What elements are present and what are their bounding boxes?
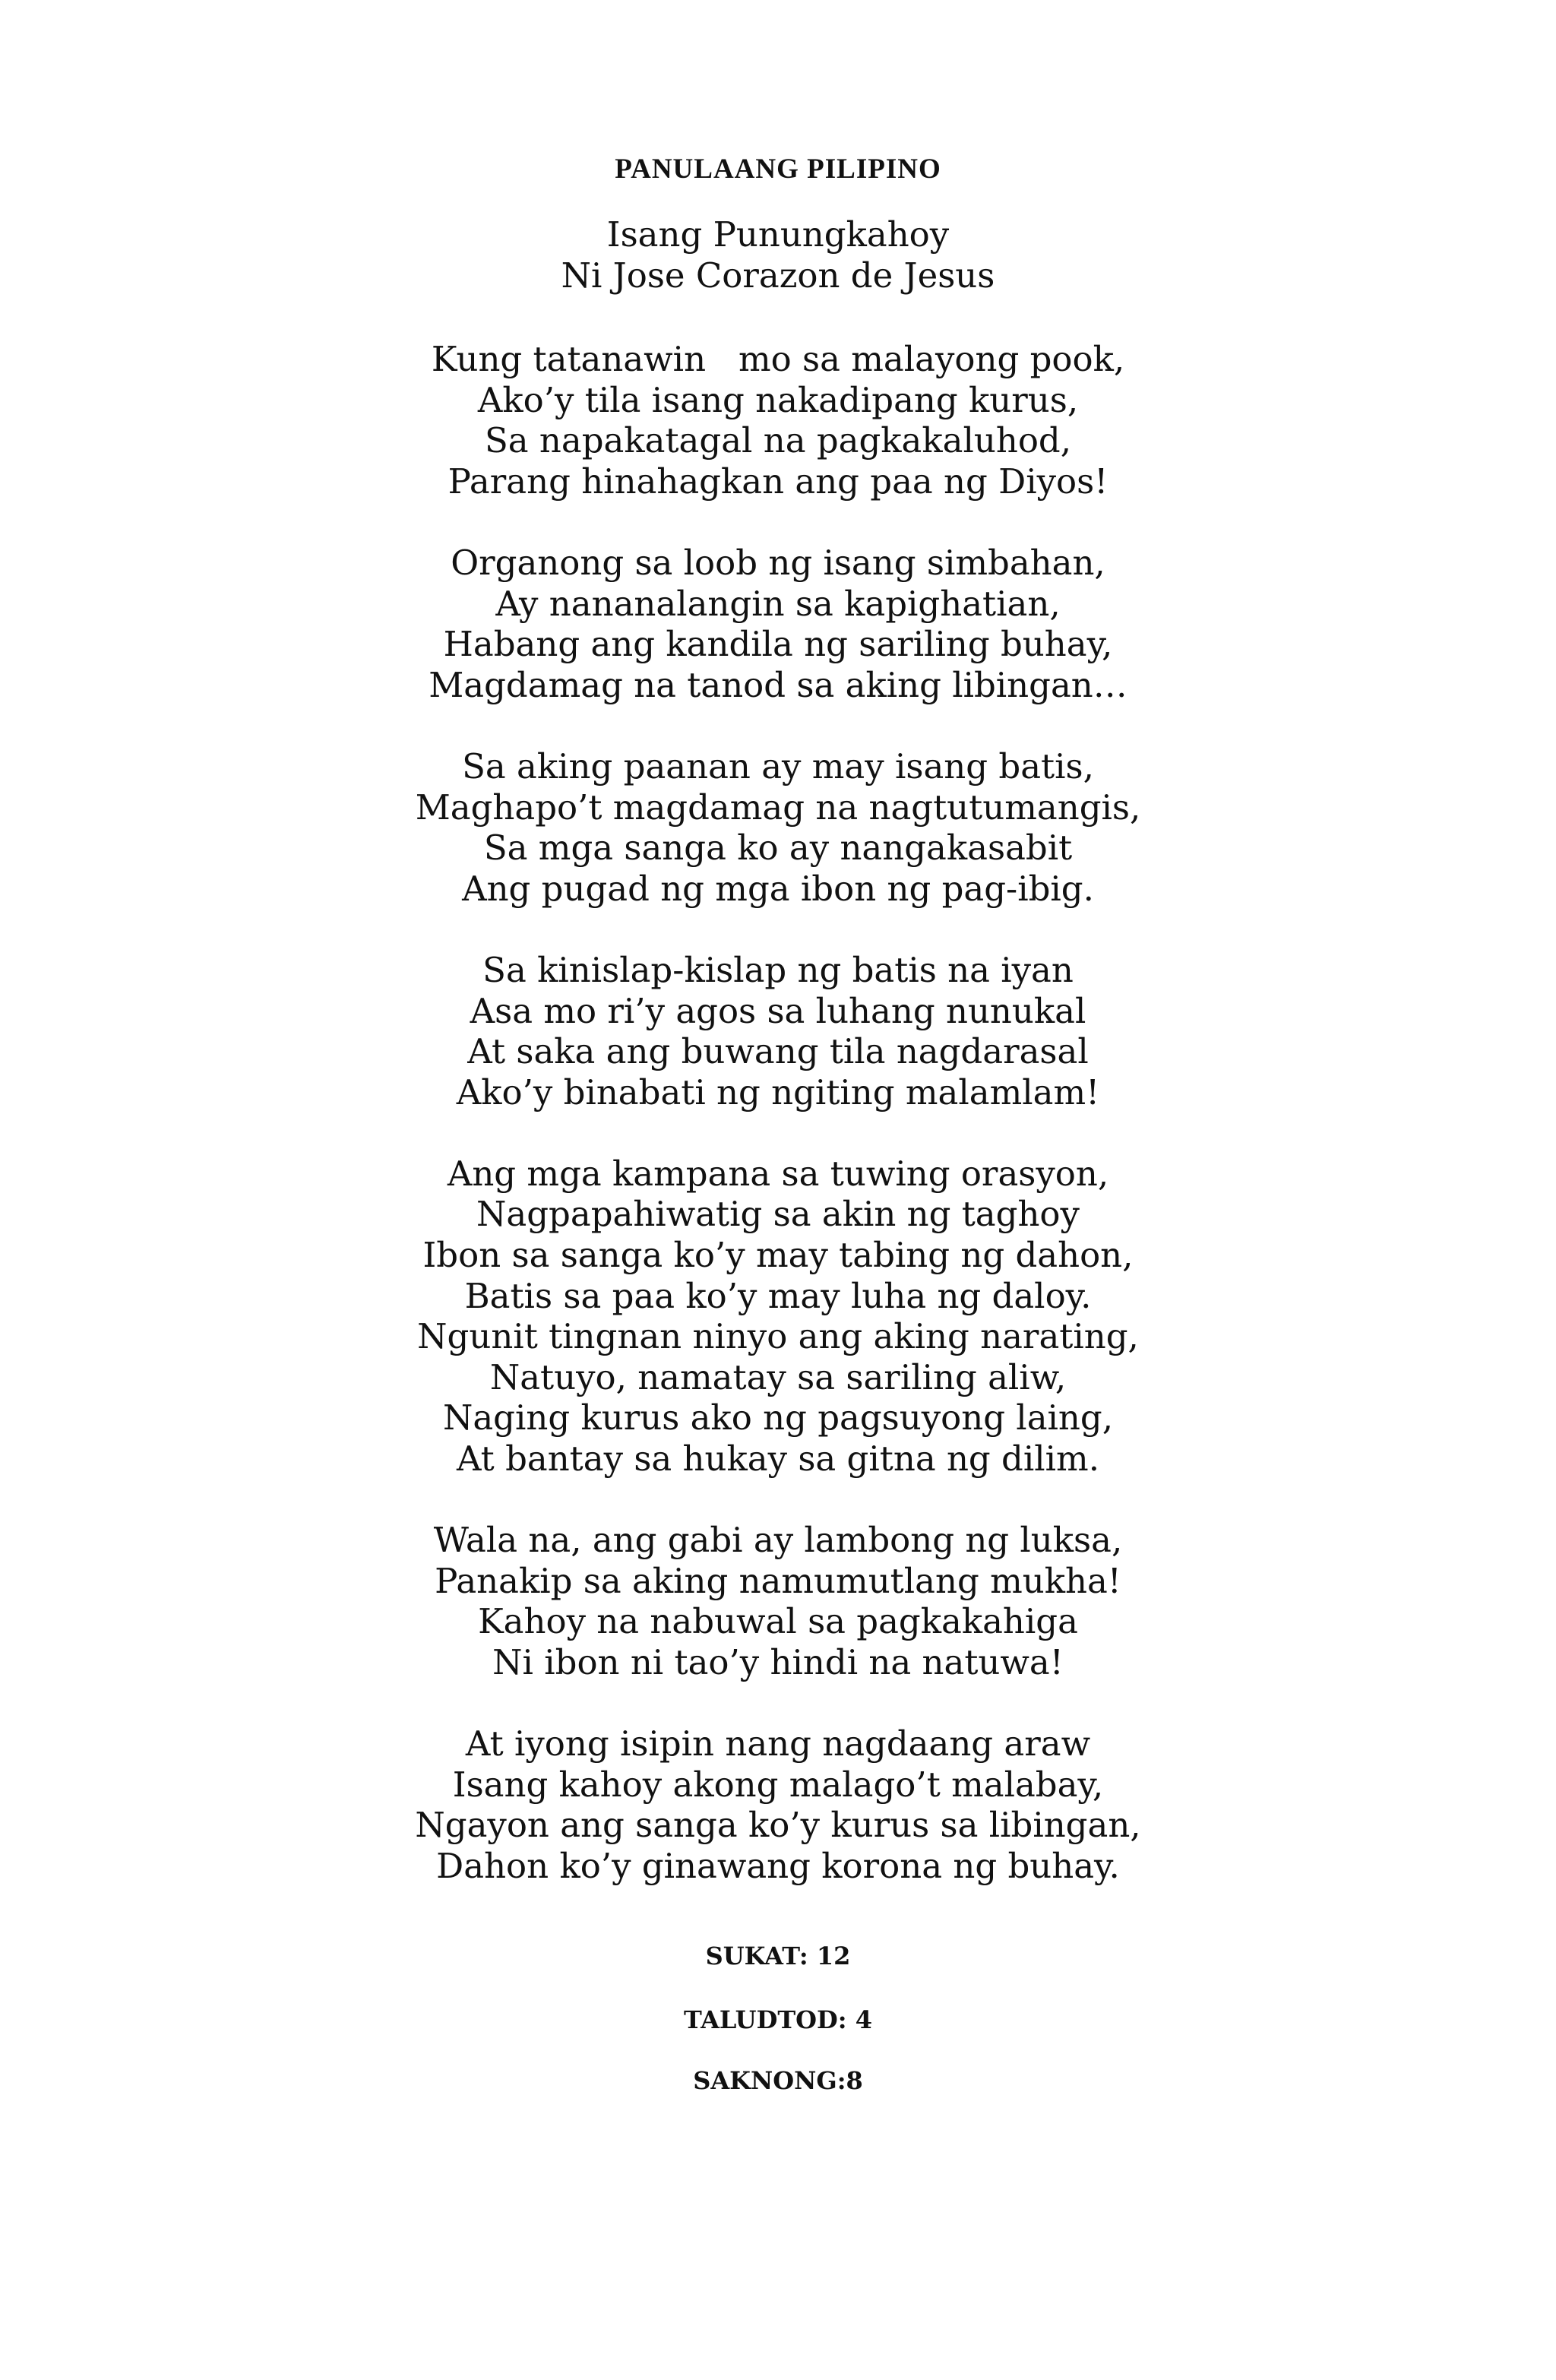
poem-line: Natuyo, namatay sa sariling aliw, [489,1356,1067,1397]
poem-title: Isang Punungkahoy [606,214,950,255]
meta-taludtod: TALUDTOD: 4 [684,2005,872,2034]
poem-line: Parang hinahagkan ang paa ng Diyos! [448,460,1108,502]
stanza-7 [0,1723,1556,1886]
poem-author: Ni Jose Corazon de Jesus [561,255,995,296]
poem-line: Kung tatanawin mo sa malayong pook, [431,339,1125,379]
poem-line: Ay nananalangin sa kapighatian, [495,583,1061,624]
poem-body [0,339,1556,1887]
stanza-6 [0,1520,1556,1682]
poem-line: At iyong isipin nang nagdaang araw [465,1723,1091,1764]
stanza-3 [0,746,1556,909]
poem-line: Asa mo ri’y agos sa luhang nunukal [470,990,1086,1031]
poem-line: Ang pugad ng mga ibon ng pag-ibig. [462,868,1094,909]
stanza-2 [0,543,1556,705]
poem-line: Magdamag na tanod sa aking libingan… [429,664,1127,705]
poem-line: Nagpapahiwatig sa akin ng taghoy [476,1194,1080,1235]
poem-line: Dahon ko’y ginawang korona ng buhay. [436,1845,1120,1886]
poem-line: Sa napakatagal na pagkakaluhod, [484,420,1072,461]
poem-line: Panakip sa aking namumutlang mukha! [435,1560,1121,1601]
poem-line: Organong sa loob ng isang simbahan, [451,542,1105,583]
poem-line: Isang kahoy akong malago’t malabay, [452,1764,1104,1805]
section-heading: PANULAANG PILIPINO [615,153,941,185]
poem-line: Ngunit tingnan ninyo ang aking narating, [417,1316,1139,1357]
poem-title-block [0,214,1556,296]
poem-line: At bantay sa hukay sa gitna ng dilim. [456,1438,1100,1480]
poem-line: Naging kurus ako ng pagsuyong laing, [442,1397,1114,1438]
poem-line: Ang mga kampana sa tuwing orasyon, [447,1153,1109,1194]
stanza-5 [0,1154,1556,1480]
poem-line: Sa aking paanan ay may isang batis, [462,745,1094,786]
poem-line: Kahoy na nabuwal sa pagkakahiga [478,1601,1078,1642]
meta-saknong: SAKNONG:8 [693,2066,863,2095]
poem-line: Ni ibon ni tao’y hindi na natuwa! [492,1642,1064,1682]
poem-line: Sa kinislap-kislap ng batis na iyan [482,949,1074,990]
stanza-1 [0,339,1556,502]
poem-line: Ako’y binabati ng ngiting malamlam! [456,1071,1100,1112]
poem-line: Maghapo’t magdamag na nagtutumangis, [415,786,1141,828]
poem-line: Wala na, ang gabi ay lambong ng luksa, [433,1520,1123,1561]
stanza-4 [0,950,1556,1112]
poem-line: At saka ang buwang tila nagdarasal [467,1031,1089,1072]
poem-line: Ibon sa sanga ko’y may tabing ng dahon, [422,1235,1134,1276]
poem-line: Sa mga sanga ko ay nangakasabit [483,828,1073,869]
poem-line: Batis sa paa ko’y may luha ng daloy. [464,1275,1092,1316]
meta-sukat: SUKAT: 12 [705,1942,851,1970]
poem-line: Ngayon ang sanga ko’y kurus sa libingan, [415,1805,1141,1846]
poem-line: Habang ang kandila ng sariling buhay, [443,624,1113,665]
poem-line: Ako’y tila isang nakadipang kurus, [477,379,1079,420]
